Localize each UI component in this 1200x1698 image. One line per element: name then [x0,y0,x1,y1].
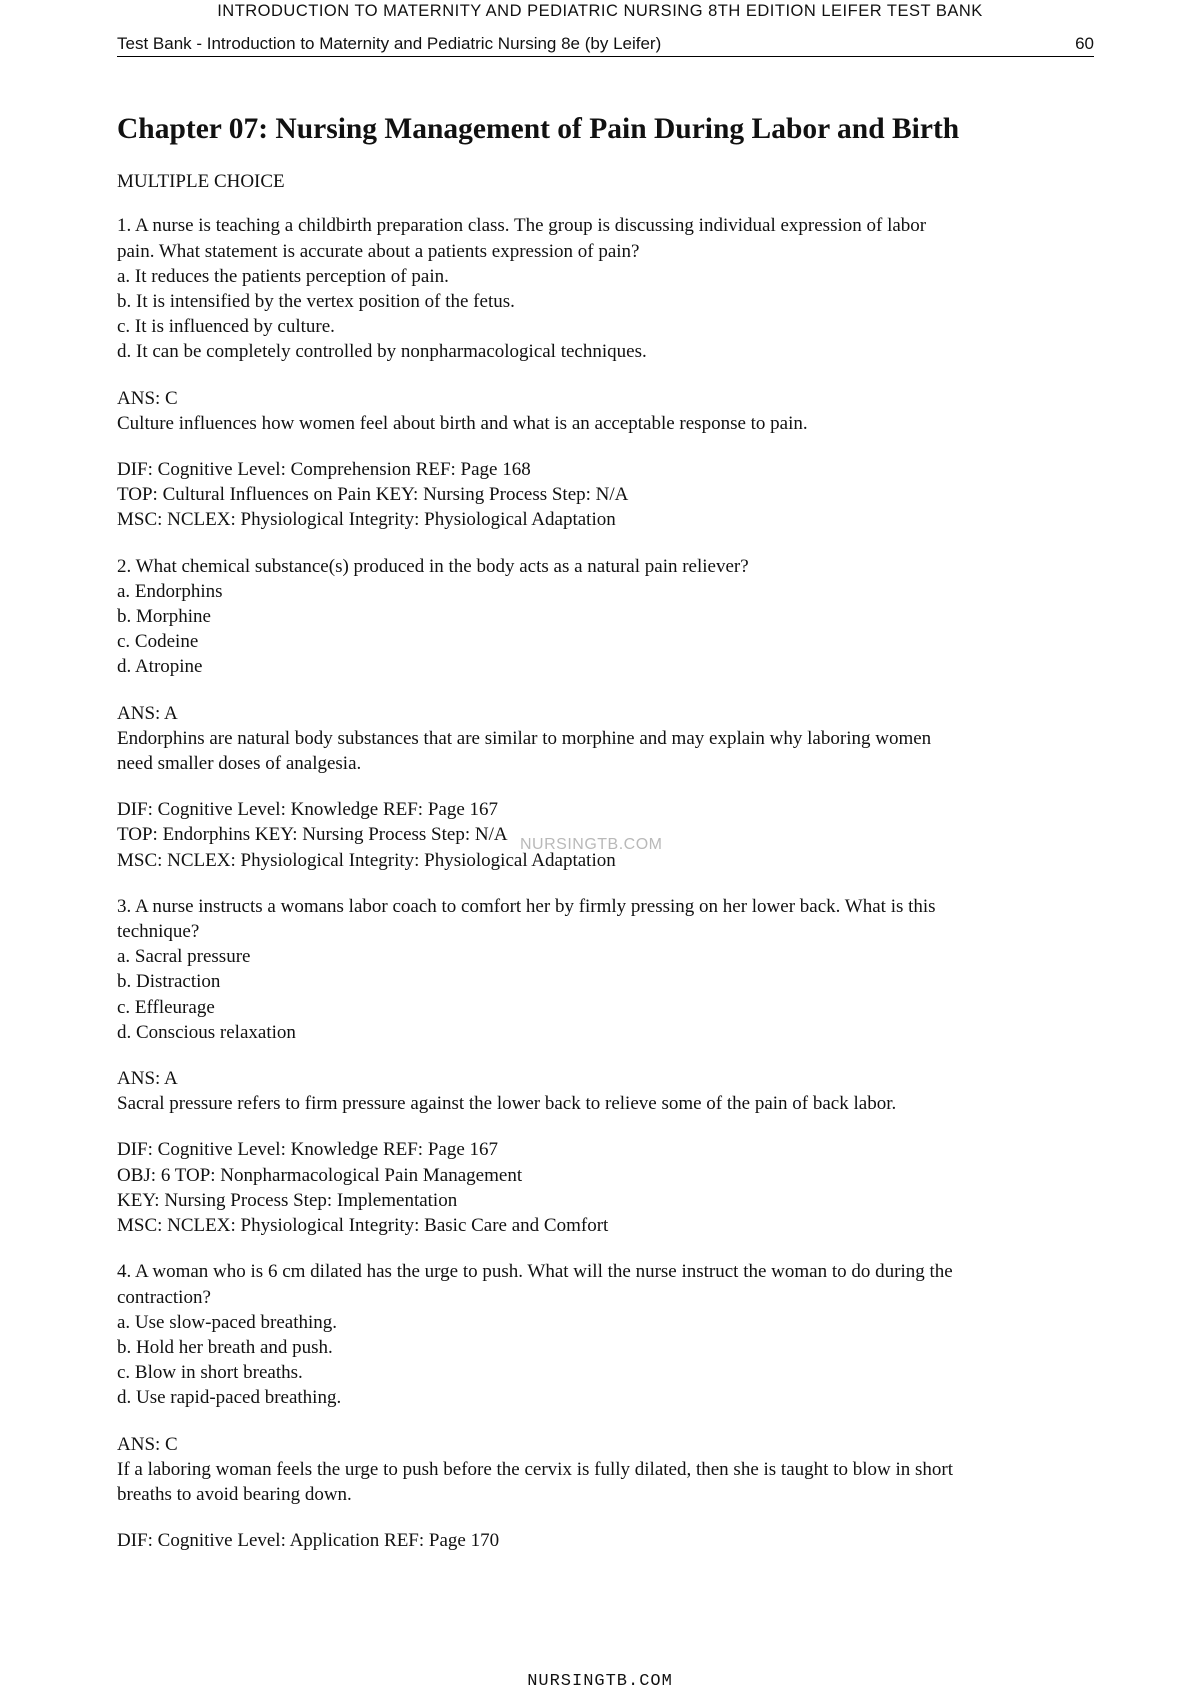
chapter-title: Chapter 07: Nursing Management of Pain During Labor and Birth [117,113,960,145]
question-stem: 3. A nurse instructs a womans labor coach to comfort her by firmly pressing on her lower back. What is this [117,895,936,917]
rationale: If a laboring woman feels the urge to push before the cervix is fully dilated, then she is taught to blow in short [117,1458,953,1480]
header-title: Test Bank - Introduction to Maternity and Pediatric Nursing 8e (by Leifer) [117,34,662,53]
question-stem: pain. What statement is accurate about a patients expression of pain? [117,240,640,262]
question-stem: technique? [117,921,200,943]
question-metadata: MSC: NCLEX: Physiological Integrity: Basic Care and Comfort [117,1215,609,1237]
question-metadata: DIF: Cognitive Level: Knowledge REF: Page 167 [117,1139,499,1161]
running-header [117,34,1094,57]
footer: NURSINGTB.COM [527,1672,673,1691]
answer-option: c. Codeine [117,631,199,653]
answer-option: b. Distraction [117,971,221,993]
answer-option: c. Effleurage [117,996,215,1018]
rationale: breaths to avoid bearing down. [117,1483,352,1505]
answer-key: ANS: C [117,1433,178,1455]
spacer [117,1411,1097,1432]
spacer [117,873,1097,894]
spacer [117,1238,1097,1259]
answer-option: d. It can be completely controlled by nonpharmacological techniques. [117,341,647,363]
question-metadata: DIF: Cognitive Level: Comprehension REF: Page 168 [117,459,531,481]
answer-option: d. Conscious relaxation [117,1021,296,1043]
answer-option: c. It is influenced by culture. [117,316,335,338]
question-stem: 1. A nurse is teaching a childbirth preparation class. The group is discussing individual expression of labor [117,215,927,237]
question-stem: 2. What chemical substance(s) produced in the body acts as a natural pain reliever? [117,555,749,577]
question-metadata: TOP: Endorphins KEY: Nursing Process Step: N/A [117,824,508,846]
answer-key: ANS: C [117,387,178,409]
page-content [117,112,1097,1553]
document-banner: INTRODUCTION TO MATERNITY AND PEDIATRIC NURSING 8TH EDITION LEIFER TEST BANK [217,2,983,20]
spacer [117,533,1097,554]
watermark: NURSINGTB.COM [520,836,663,853]
spacer [117,1507,1097,1528]
answer-option: a. It reduces the patients perception of pain. [117,265,449,287]
answer-option: a. Sacral pressure [117,946,251,968]
question-metadata: MSC: NCLEX: Physiological Integrity: Physiological Adaptation [117,849,616,871]
rationale: need smaller doses of analgesia. [117,753,362,775]
rationale: Sacral pressure refers to firm pressure against the lower back to relieve some of the pain of back labor. [117,1093,897,1115]
spacer [117,1116,1097,1137]
spacer [117,365,1097,386]
answer-option: a. Use slow-paced breathing. [117,1311,338,1333]
question-stem: 4. A woman who is 6 cm dilated has the urge to push. What will the nurse instruct the woman to do during the [117,1261,953,1283]
question-metadata: KEY: Nursing Process Step: Implementation [117,1189,458,1211]
question-block [117,1259,1097,1553]
answer-option: b. Hold her breath and push. [117,1336,333,1358]
answer-key: ANS: A [117,702,178,724]
question-metadata: DIF: Cognitive Level: Knowledge REF: Page 167 [117,799,499,821]
question-metadata: MSC: NCLEX: Physiological Integrity: Physiological Adaptation [117,509,616,531]
question-metadata: OBJ: 6 TOP: Nonpharmacological Pain Management [117,1164,523,1186]
answer-option: b. Morphine [117,606,211,628]
rationale: Endorphins are natural body substances that are similar to morphine and may explain why laboring women [117,727,932,749]
section-heading: MULTIPLE CHOICE [117,171,285,193]
spacer [117,776,1097,797]
question-list [117,213,1097,1553]
answer-key: ANS: A [117,1068,178,1090]
answer-option: d. Atropine [117,656,203,678]
spacer [117,436,1097,457]
question-stem: contraction? [117,1286,211,1308]
question-metadata: TOP: Cultural Influences on Pain KEY: Nursing Process Step: N/A [117,484,629,506]
answer-option: a. Endorphins [117,580,223,602]
spacer [117,680,1097,701]
answer-option: c. Blow in short breaths. [117,1362,303,1384]
answer-option: b. It is intensified by the vertex position of the fetus. [117,291,515,312]
rationale: Culture influences how women feel about birth and what is an acceptable response to pain. [117,412,808,434]
question-metadata: DIF: Cognitive Level: Application REF: Page 170 [117,1530,500,1552]
spacer [117,1045,1097,1066]
question-block [117,894,1097,1259]
question-block [117,213,1097,553]
answer-option: d. Use rapid-paced breathing. [117,1387,342,1409]
page-number: 60 [1075,34,1094,53]
